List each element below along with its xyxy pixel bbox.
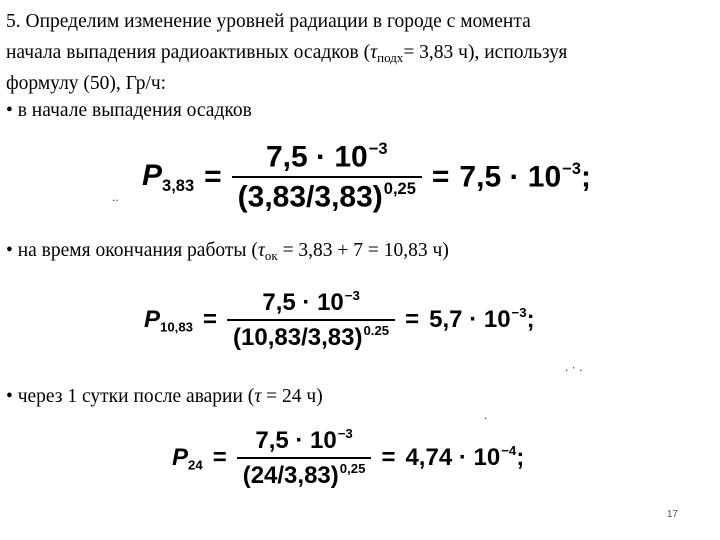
tau-symbol: τ [370,42,378,63]
fraction [227,288,395,352]
formula-p-3-83 [142,140,591,215]
intro-text-3: формулу (50), Гр/ч: [6,73,167,94]
fraction-denominator: $(24/3,83)^{0,25}$ [242,460,366,489]
intro-text-1: 5. Определим изменение уровней радиации в городе с момента [6,11,531,32]
equals-sign: = [405,305,420,333]
bullet-text: • на время окончания работы ( [6,240,258,261]
fraction-denominator: $(3,83/3,83)^{0,25}$ [237,180,416,214]
bullet-text: • через 1 сутки после аварии ( [6,386,255,407]
bullet-start-of-fallout [6,97,252,125]
scan-dots: .. [112,190,119,204]
fraction [237,426,372,490]
tau-symbol: τ [254,386,262,407]
equals-sign: = [204,160,222,194]
formula-p-24 [172,426,524,490]
scan-dots: . · . [565,360,583,374]
tau-subscript: подх [377,50,404,65]
page-number: 17 [666,509,678,520]
formula-result: $4,74 \cdot 10^{-4}$; [405,443,525,472]
equals-sign: = [203,305,218,333]
tau-subscript: ок [264,248,278,263]
formula-lhs: P3,83 [142,158,195,195]
bullet-text: = 24 ч) [261,386,323,407]
equals-sign: = [431,160,450,194]
equals-sign: = [212,443,227,471]
fraction [232,140,422,215]
fraction-numerator: $7,5 \cdot 10^{-3}$ [262,288,360,316]
bullet-text: • в начале выпадения осадков [6,100,252,121]
formula-result: $7,5 \cdot 10^{-3}$; [459,160,591,194]
intro-text-2b: = 3,83 ч), используя [403,42,568,63]
tau-symbol: τ [257,240,265,261]
fraction-numerator: $7,5 \cdot 10^{-3}$ [255,426,353,454]
intro-line-3 [6,68,712,99]
intro-line-1 [6,6,712,37]
formula-result: $5,7 \cdot 10^{-3}$; [429,305,535,334]
formula-p-10-83 [144,288,535,352]
scan-dots: . [484,408,488,422]
equals-sign: = [381,443,396,471]
intro-text-2a: начала выпадения радиоактивных осадков ( [6,42,371,63]
formula-lhs: P10,83 [144,305,194,335]
bullet-end-of-work [6,237,449,270]
fraction-denominator: $(10,83/3,83)^{0.25}$ [233,322,390,351]
bullet-one-day-after [6,383,323,411]
bullet-text: = 3,83 + 7 = 10,83 ч) [277,240,449,261]
fraction-numerator: $7,5 \cdot 10^{-3}$ [266,140,388,174]
formula-lhs: P24 [172,443,203,473]
